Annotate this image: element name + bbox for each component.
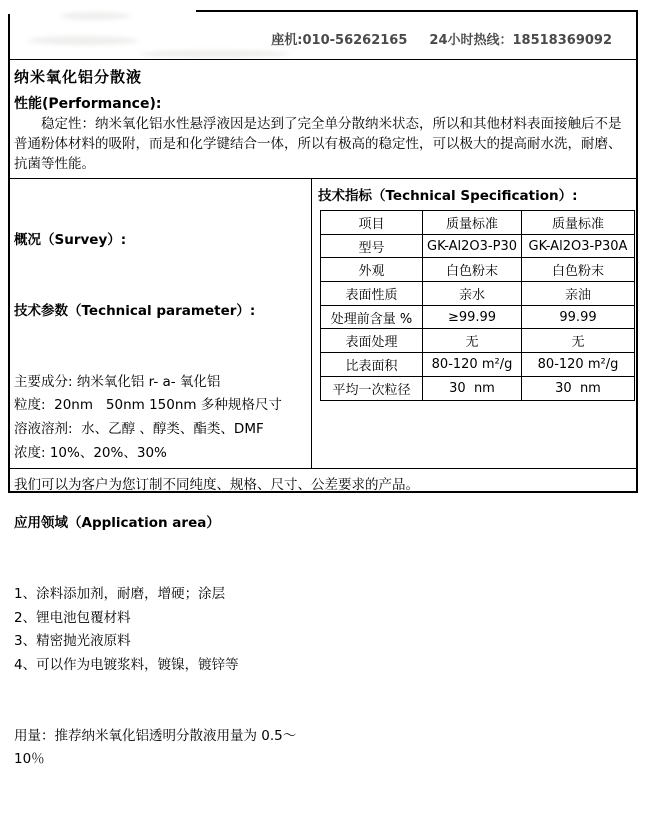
spec-table-cell: GK-Al2O3-P30A	[522, 234, 635, 258]
spec-table-row	[321, 329, 635, 353]
spec-table-cell: 99.99	[522, 305, 635, 329]
spec-table-body	[321, 211, 635, 401]
spec-table-row	[321, 211, 635, 235]
application-area-heading: 应用领域（Application area）	[14, 515, 220, 532]
faded-logo-watermark	[140, 50, 290, 58]
spec-table-cell: 型号	[321, 234, 423, 258]
faded-logo-watermark	[28, 36, 138, 45]
spec-lines	[14, 371, 306, 465]
spec-table-cell: 白色粉末	[423, 258, 522, 282]
overview-column	[14, 182, 306, 819]
spec-table-cell: 质量标准	[423, 211, 522, 235]
section-divider	[8, 178, 638, 179]
column-divider	[311, 178, 312, 468]
header-divider	[8, 59, 638, 60]
spec-table-cell: 亲油	[522, 282, 635, 306]
spec-line: 粒度: 20nm 50nm 150nm 多种规格尺寸	[14, 397, 282, 414]
spec-table-cell: 亲水	[423, 282, 522, 306]
spec-table-cell: 80-120 m²/g	[522, 353, 635, 377]
spec-table-cell: 无	[423, 329, 522, 353]
technical-parameter-heading: 技术参数（Technical parameter）:	[14, 302, 256, 319]
spec-table-row	[321, 234, 635, 258]
application-item: 1、涂料添加剂，耐磨，增硬；涂层	[14, 586, 226, 603]
spec-table-cell: 比表面积	[321, 353, 423, 377]
spec-table-row	[321, 258, 635, 282]
spec-table-cell: 30 nm	[423, 376, 522, 400]
hotline-number: 24小时热线：18518369092	[429, 33, 612, 48]
application-item: 2、锂电池包覆材料	[14, 609, 131, 626]
spec-table-cell: 处理前含量 %	[321, 305, 423, 329]
spec-table-cell: GK-Al2O3-P30	[423, 234, 522, 258]
custom-order-note: 我们可以为客户为您订制不同纯度、规格、尺寸、公差要求的产品。	[14, 477, 419, 493]
performance-paragraph: 稳定性：纳米氧化铝水性悬浮液因是达到了完全单分散纳米状态，所以和其他材料表面接触后不是普通粉体材料的吸附，而是和化学键结合一体，所以有极高的稳定性，可以极大的提高耐水洗，耐磨、抗菌等性能。	[14, 116, 622, 172]
spec-table-cell: 80-120 m²/g	[423, 353, 522, 377]
spec-table-cell: 表面处理	[321, 329, 423, 353]
spec-line: 主要成分: 纳米氧化铝 r- a- 氧化铝	[14, 373, 221, 390]
technical-specification-heading: 技术指标（Technical Specification）:	[318, 188, 578, 204]
page-border-right	[636, 10, 638, 493]
spec-table-row	[321, 353, 635, 377]
application-list	[14, 583, 306, 677]
spec-line: 溶液溶剂: 水、乙醇 、醇类、酯类、DMF	[14, 420, 264, 437]
spec-table-cell: 表面性质	[321, 282, 423, 306]
application-item: 3、精密抛光液原料	[14, 633, 131, 650]
spec-table-cell: ≥99.99	[423, 305, 522, 329]
spec-table-cell: 30 nm	[522, 376, 635, 400]
page-border-left	[8, 14, 10, 493]
spec-table	[320, 210, 635, 401]
spec-line: 浓度: 10%、20%、30%	[14, 444, 167, 461]
specification-column	[318, 184, 634, 401]
survey-heading: 概况（Survey）:	[14, 232, 127, 249]
spec-table-cell: 平均一次粒径	[321, 376, 423, 400]
dosage-line: 用量：推荐纳米氧化铝透明分散液用量为 0.5～10％	[14, 727, 297, 768]
spec-table-cell: 无	[522, 329, 635, 353]
spec-table-row	[321, 282, 635, 306]
spec-table-cell: 外观	[321, 258, 423, 282]
phone-number: 座机:010-56262165	[271, 33, 408, 48]
contact-header	[271, 29, 612, 48]
spec-table-row	[321, 305, 635, 329]
page-border-top	[196, 10, 638, 12]
application-item: 4、可以作为电镀浆料，镀镍，镀锌等	[14, 656, 239, 673]
performance-heading: 性能(Performance):	[14, 96, 162, 112]
spec-table-cell: 项目	[321, 211, 423, 235]
spec-table-row	[321, 376, 635, 400]
spec-table-cell: 质量标准	[522, 211, 635, 235]
spec-table-cell: 白色粉末	[522, 258, 635, 282]
faded-logo-watermark	[60, 12, 130, 20]
page-title: 纳米氧化铝分散液	[14, 68, 143, 86]
